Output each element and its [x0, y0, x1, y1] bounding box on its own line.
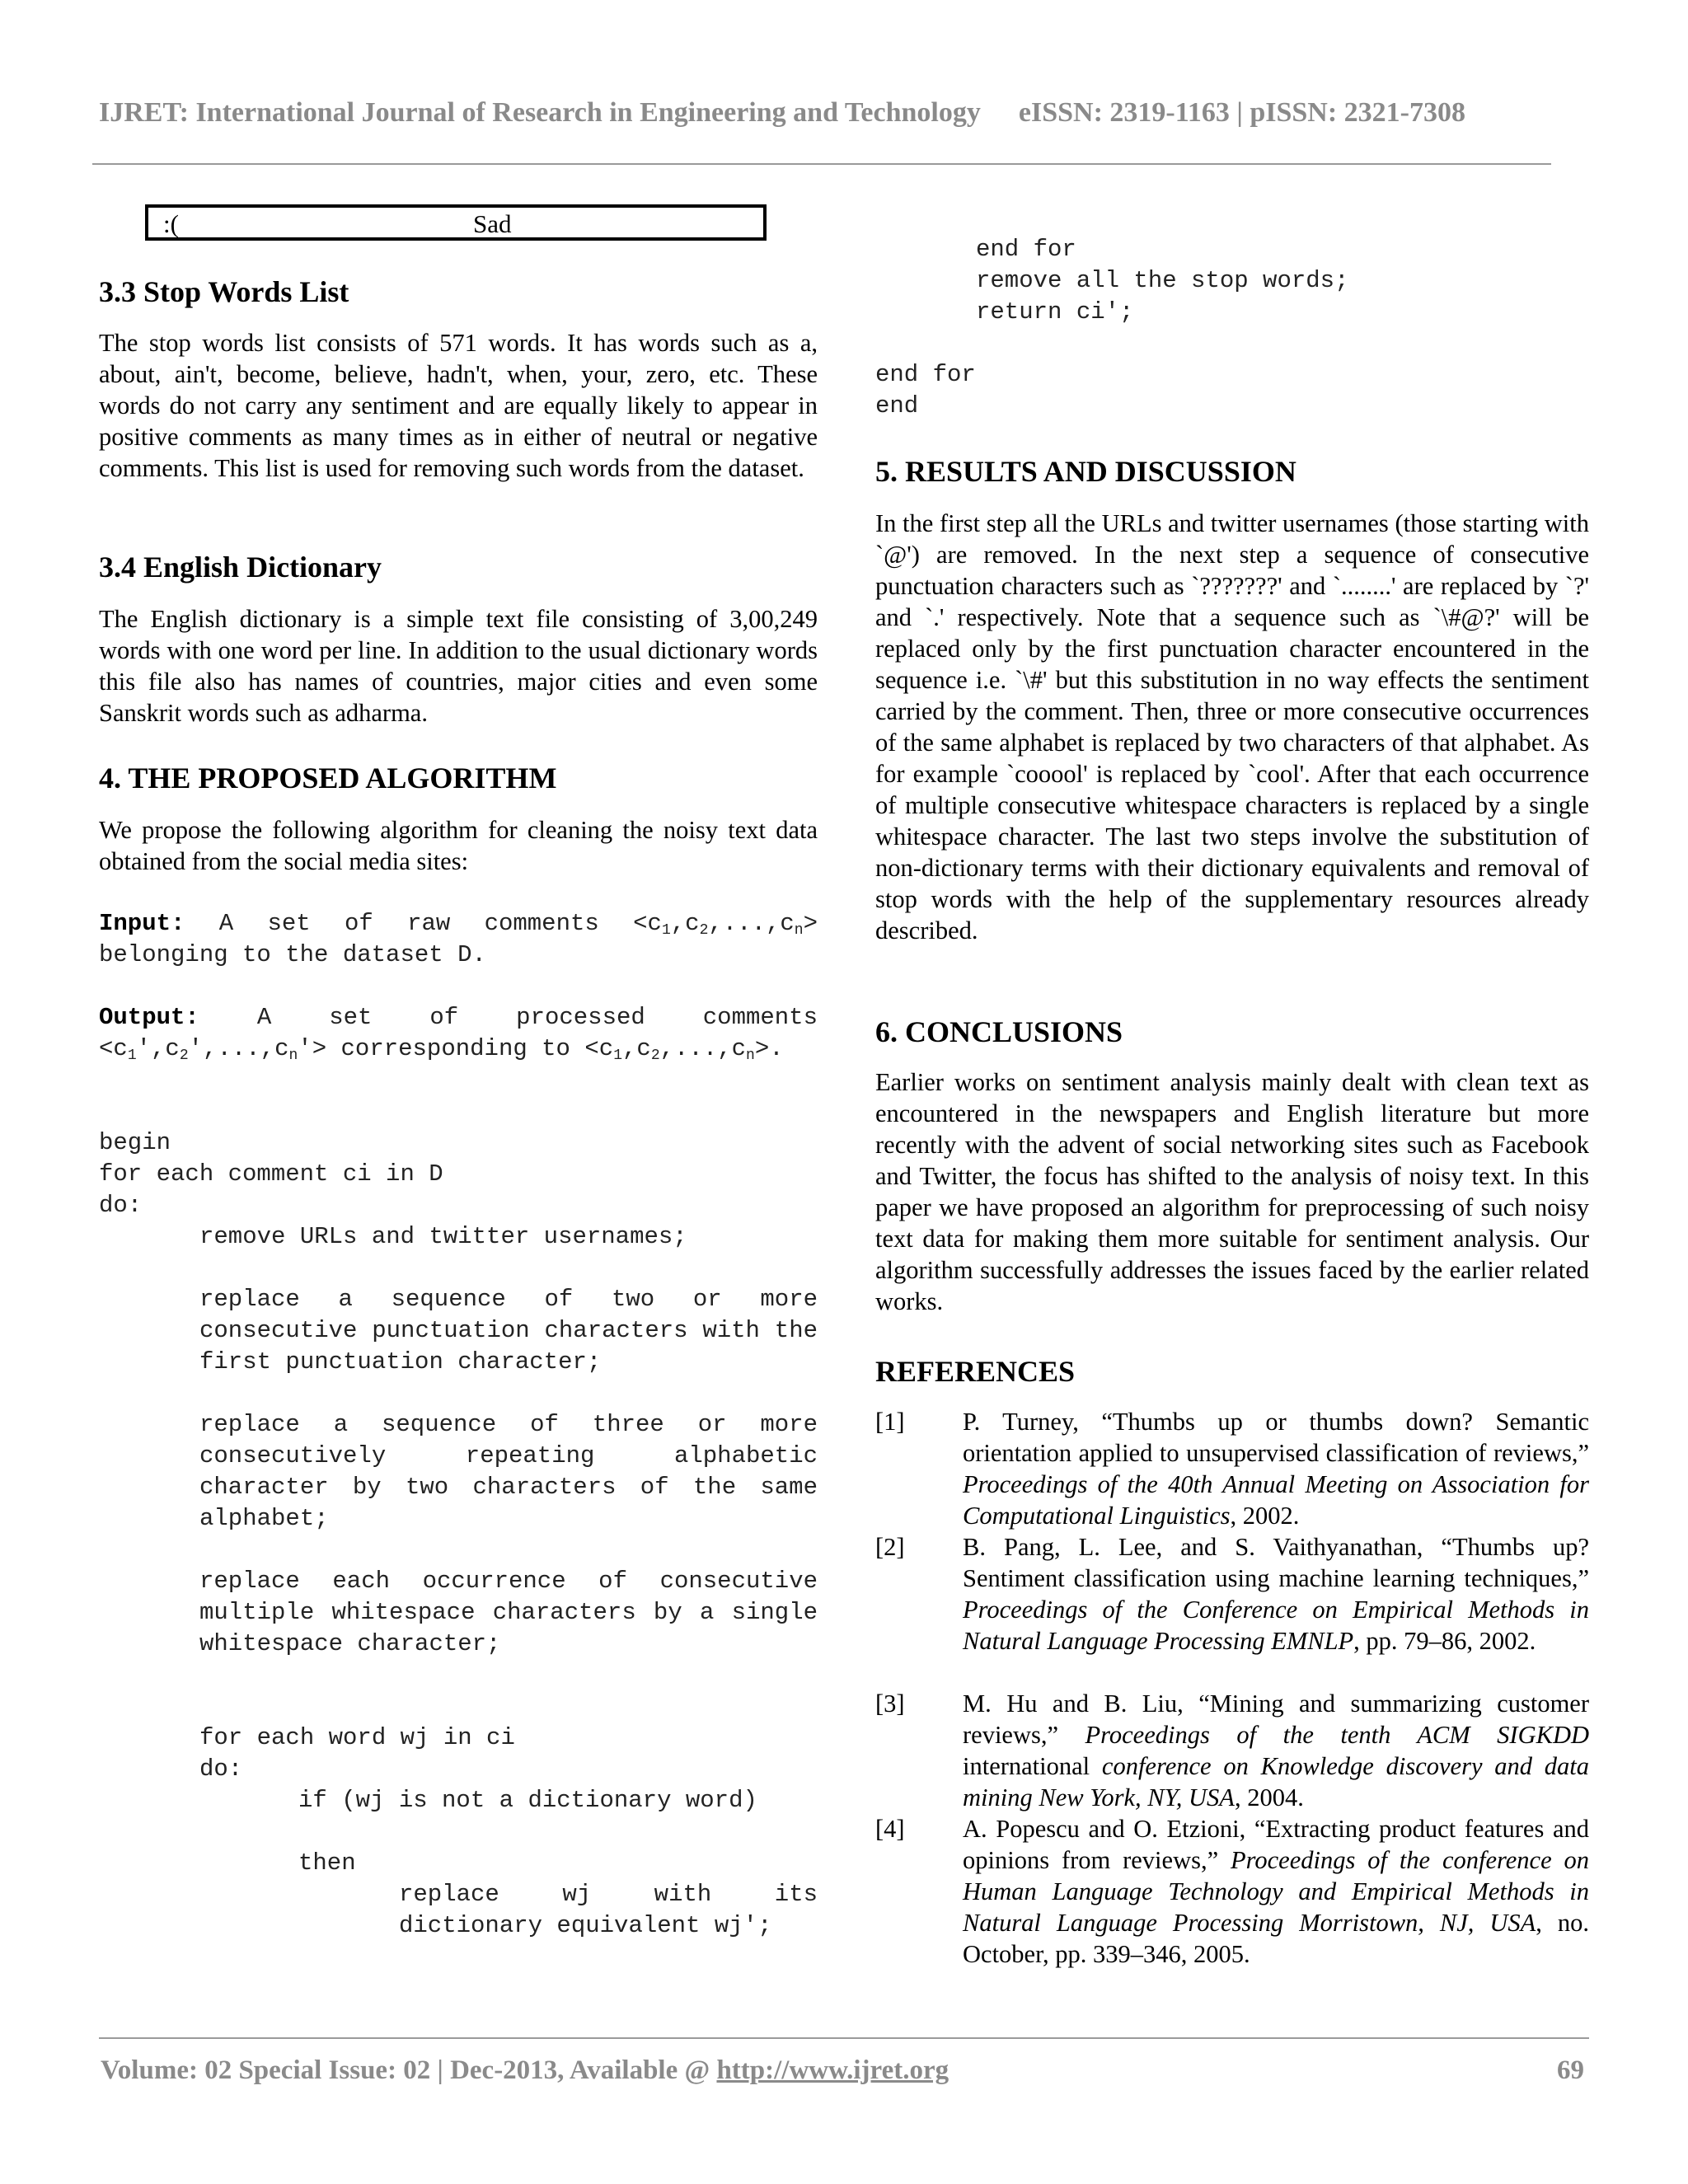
reference-number: [2]: [875, 1533, 905, 1561]
page-number: 69: [1557, 2055, 1584, 2085]
reference-year: , no. October, pp. 339–346, 2005.: [963, 1909, 1590, 1968]
code-end: end: [875, 392, 919, 419]
reference-venue: Proceedings of the tenth ACM SIGKDD: [1085, 1721, 1590, 1749]
output-label: Output:: [99, 1004, 199, 1031]
code-begin: begin: [99, 1129, 171, 1156]
reference-year: , 2004.: [1234, 1783, 1304, 1811]
journal-title: IJRET: International Journal of Research in Engineering and Technology: [99, 97, 981, 128]
reference-authors-title: B. Pang, L. Lee, and S. Vaithyanathan, “Thumbs up? Sentiment classification using machine learning techniques,”: [963, 1533, 1589, 1592]
reference-number: [3]: [875, 1690, 905, 1718]
reference-number: [1]: [875, 1408, 905, 1436]
heading-3-4: 3.4 English Dictionary: [99, 551, 382, 583]
issn-numbers: eISSN: 2319-1163 | pISSN: 2321-7308: [1018, 97, 1465, 128]
code-replace-word: replace wj with its dictionary equivalent wj';: [399, 1881, 818, 1939]
journal-website-link[interactable]: http://www.ijret.org: [716, 2055, 950, 2085]
reference-authors-title: M. Hu and B. Liu, “Mining and summarizing customer reviews,”: [963, 1690, 1589, 1749]
input-tail: belonging to the dataset D.: [99, 941, 486, 968]
input-text: A set of raw comments: [218, 910, 599, 937]
reference-year: , pp. 79–86, 2002.: [1353, 1627, 1536, 1655]
output-text: A set of processed comments: [256, 1004, 818, 1031]
reference-text: [963, 1688, 1589, 1813]
input-label: Input:: [99, 910, 185, 937]
reference-text: [963, 1531, 1589, 1657]
emoticon-symbol: :(: [163, 209, 179, 238]
reference-venue-plain: international: [963, 1752, 1102, 1780]
reference-venue: Proceedings of the Conference on Empirical Methods in Natural Language Processing EMNLP: [963, 1596, 1589, 1655]
code-remove-stop-words: remove all the stop words;: [976, 267, 1349, 294]
running-footer: [101, 2055, 1589, 2086]
code-end-for-inner: end for: [976, 236, 1076, 263]
reference-text: [963, 1406, 1589, 1531]
heading-6: 6. CONCLUSIONS: [875, 1015, 1123, 1048]
code-for-each-word: for each word wj in ci: [199, 1724, 515, 1751]
output-mid: corresponding to: [340, 1035, 570, 1062]
footer-rule: [99, 2037, 1589, 2039]
reference-venue: Proceedings of the 40th Annual Meeting on Association for Computational Linguistics: [963, 1470, 1589, 1530]
stop-words-paragraph: The stop words list consists of 571 words. It has words such as a, about, ain't, become, believe, hadn't, when, your, zero, etc. These words do not carry any sentiment and are equally likely to appear in positive comments as many times as in either of neutral or negative comments. This list is used for removing such words from the dataset.: [99, 329, 818, 482]
code-step-remove-urls: remove URLs and twitter usernames;: [199, 1223, 687, 1250]
code-do: do:: [99, 1192, 143, 1219]
heading-3-3: 3.3 Stop Words List: [99, 275, 349, 308]
code-then: then: [298, 1849, 356, 1877]
code-step-whitespace: replace each occurrence of consecutive multiple whitespace characters by a single whitespace character;: [199, 1568, 818, 1657]
code-step-punctuation: replace a sequence of two or more consecutive punctuation characters with the first punctuation character;: [199, 1286, 818, 1376]
conclusions-paragraph: Earlier works on sentiment analysis mainly dealt with clean text as encountered in the newspapers and English literature but more recently with the advent of social networking sites such as Facebook and Twitter, the focus has shifted to the analysis of noisy text. In this paper we have proposed an algorithm for preprocessing of such noisy text data for making them more suitable for sentiment analysis. Our algorithm successfully addresses the issues faced by the earlier related works.: [875, 1068, 1589, 1315]
dictionary-paragraph: The English dictionary is a simple text file consisting of 3,00,249 words with one word per line. In addition to the usual dictionary words this file also has names of countries, major cities and even some Sanskrit words such as adharma.: [99, 605, 818, 727]
emoticon-table-row: [145, 204, 767, 241]
emoticon-meaning: Sad: [473, 209, 512, 238]
algorithm-intro: We propose the following algorithm for cleaning the noisy text data obtained from the social media sites:: [99, 816, 818, 875]
algorithm-input: Input: A set of raw comments $<c_1,c_2,...,c_n>$ belonging to the dataset D.: [99, 910, 818, 968]
code-end-for-outer: end for: [875, 361, 976, 388]
reference-authors-title: P. Turney, “Thumbs up or thumbs down? Semantic orientation applied to unsupervised classification of reviews,”: [963, 1408, 1589, 1467]
heading-4: 4. THE PROPOSED ALGORITHM: [99, 762, 557, 794]
reference-venue-cont: conference on Knowledge discovery and data mining New York, NY, USA: [963, 1752, 1589, 1811]
code-do-inner: do:: [199, 1755, 243, 1783]
running-header: [99, 97, 1550, 129]
code-step-repeating-chars: replace a sequence of three or more consecutively repeating alphabetic character by two characters of the same alphabet;: [199, 1411, 818, 1532]
reference-number: [4]: [875, 1815, 905, 1843]
code-for-each-comment: for each comment ci in D: [99, 1160, 443, 1188]
reference-authors-title: A. Popescu and O. Etzioni, “Extracting product features and opinions from reviews,”: [963, 1815, 1589, 1874]
results-paragraph: In the first step all the URLs and twitter usernames (those starting with `@') are removed. In the next step a sequence of consecutive punctuation characters such as `???????' and `........' are replaced by `?' and `.' respectively. Note that a sequence such as `\#@?' will be replaced only by the first punctuation character encountered in the sequence i.e. `\#' but this substitution in no way effects the sentiment carried by the comment. Then, three or more consecutive occurrences of the same alphabet is replaced by two characters of that alphabet. As for example `cooool' is replaced by `cool'. After that each occurrence of multiple consecutive whitespace characters is replaced by a single whitespace character. The last two steps involve the substitution of non-dictionary terms with their dictionary equivalents and removal of stop words with the help of the supplementary resources already described.: [875, 509, 1589, 944]
code-return: return ci';: [976, 298, 1134, 326]
algorithm-output: Output: A set of processed comments $<c_1',c_2',...,c_n'>$ corresponding to $<c_1,c_2,...,c_n>$.: [99, 1004, 818, 1064]
header-rule: [92, 163, 1551, 165]
reference-text: [963, 1813, 1589, 1970]
references-heading: REFERENCES: [875, 1355, 1076, 1388]
reference-year: , 2002.: [1230, 1502, 1300, 1530]
code-if-condition: if (wj is not a dictionary word): [298, 1787, 757, 1814]
heading-5: 5. RESULTS AND DISCUSSION: [875, 455, 1296, 488]
footer-volume-info: Volume: 02 Special Issue: 02 | Dec-2013, Available @: [101, 2055, 717, 2085]
reference-venue: Proceedings of the conference on Human Language Technology and Empirical Methods in Natural Language Processing Morristown, NJ, USA: [963, 1846, 1589, 1937]
